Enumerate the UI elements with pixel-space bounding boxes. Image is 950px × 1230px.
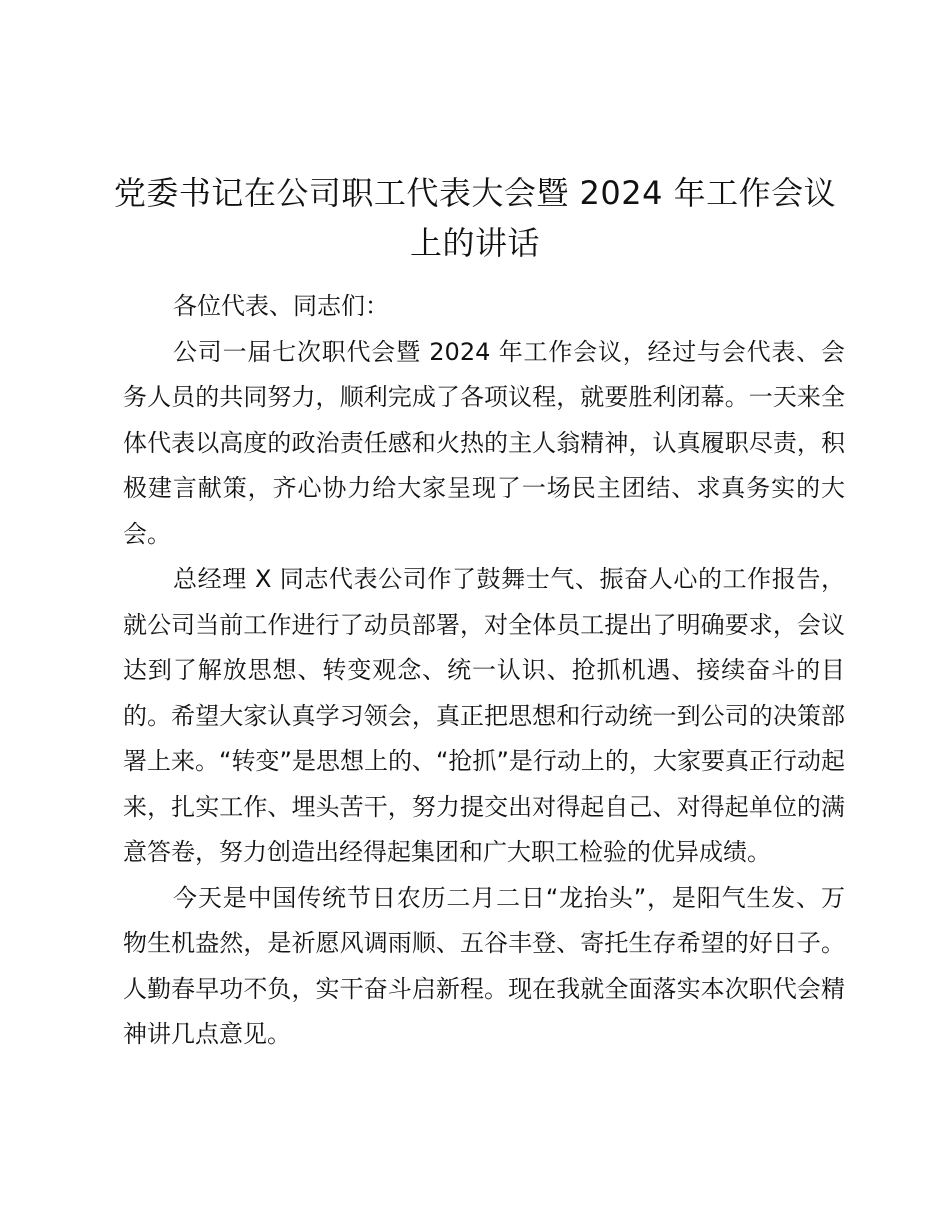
salutation-paragraph: 各位代表、同志们： — [173, 292, 389, 320]
document-title: 党委书记在公司职工代表大会暨 2024 年工作会议上的讲话 — [113, 174, 837, 262]
body-paragraph: 公司一届七次职代会暨 2024 年工作会议，经过与会代表、会务人员的共同努力，顺利完成了各项议程，就要胜利闭幕。一天来全体代表以高度的政治责任感和火热的主人翁精神，认真履职尽责，积极建言献策，齐心协力给大家呈现了一场民主团结、求真务实的大会。 — [123, 337, 845, 548]
body-paragraph: 今天是中国传统节日农历二月二日“龙抬头”，是阳气生发、万物生机盎然，是祈愿风调雨顺、五谷丰登、寄托生存希望的好日子。人勤春早功不负，实干奋斗启新程。现在我就全面落实本次职代会精神讲几点意见。 — [123, 883, 845, 1048]
body-paragraph: 总经理 X 同志代表公司作了鼓舞士气、振奋人心的工作报告，就公司当前工作进行了动员部署，对全体员工提出了明确要求，会议达到了解放思想、转变观念、统一认识、抢抓机遇、接续奋斗的目的。希望大家认真学习领会，真正把思想和行动统一到公司的决策部署上来。“转变”是思想上的、“抢抓”是行动上的，大家要真正行动起来，扎实工作、埋头苦干，努力提交出对得起自己、对得起单位的满意答卷，努力创造出经得起集团和广大职工检验的优异成绩。 — [123, 565, 845, 866]
document-body — [123, 284, 845, 1058]
